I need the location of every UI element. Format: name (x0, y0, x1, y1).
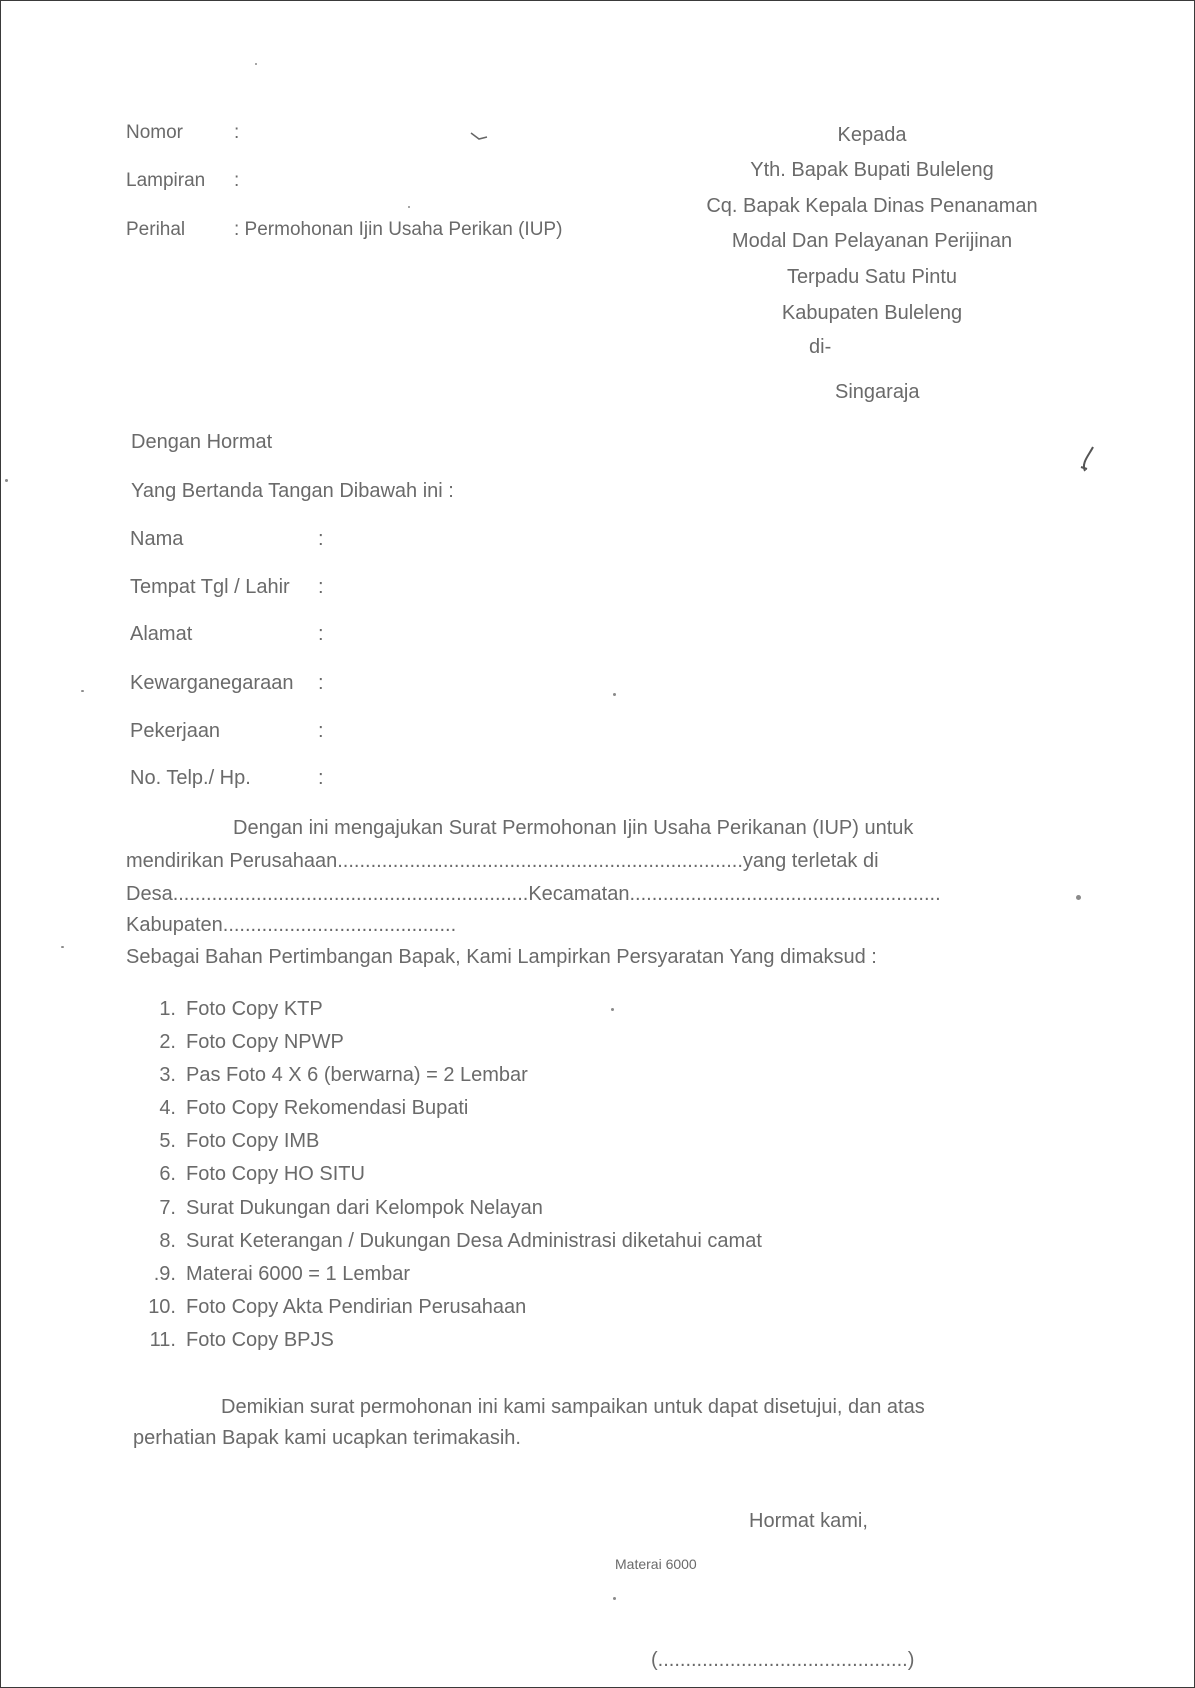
field-label-pekerjaan: Pekerjaan (130, 720, 221, 742)
perihal-value: : Permohonan Ijin Usaha Perikan (IUP) (234, 219, 563, 240)
intro-text: Yang Bertanda Tangan Dibawah ini : (131, 480, 454, 502)
field-label-tempat-tgl-lahir: Tempat Tgl / Lahir (130, 576, 290, 598)
body-line: mendirikan Perusahaan.........................................................................yang terletak di (126, 850, 879, 872)
lampiran-colon: : (234, 170, 240, 191)
body-line: Desa................................................................Kecamatan........................................................ (126, 883, 941, 905)
list-item (141, 1296, 526, 1319)
nomor-colon: : (234, 122, 240, 143)
ink-mark (1071, 443, 1099, 473)
scan-speck (611, 1008, 614, 1011)
list-item (141, 1031, 344, 1054)
list-number: 3. (159, 1064, 176, 1086)
list-item (141, 1097, 468, 1120)
field-colon: : (318, 720, 324, 742)
scan-speck (408, 206, 410, 208)
list-number: 6. (159, 1163, 176, 1185)
list-number: 5. (159, 1130, 176, 1152)
scan-speck (1076, 895, 1081, 900)
list-number: 8. (159, 1230, 176, 1252)
list-text: Foto Copy BPJS (186, 1329, 334, 1351)
list-number: 4. (159, 1097, 176, 1119)
list-text: Foto Copy Akta Pendirian Perusahaan (186, 1296, 527, 1318)
list-item (141, 1197, 543, 1220)
list-number: 11. (149, 1329, 176, 1351)
scan-speck (81, 690, 84, 692)
list-item (141, 1329, 334, 1352)
list-text: Foto Copy Rekomendasi Bupati (186, 1097, 469, 1119)
scan-speck (5, 479, 8, 482)
salutation: Dengan Hormat (131, 431, 273, 453)
field-colon: : (318, 623, 324, 645)
list-item (141, 1263, 410, 1286)
recipient-line: Terpadu Satu Pintu (786, 266, 958, 288)
list-item (141, 1130, 319, 1153)
perihal-label: Perihal (126, 219, 186, 240)
body-line: Kabupaten.......................................... (126, 914, 457, 936)
ink-mark (469, 129, 489, 143)
list-text: Pas Foto 4 X 6 (berwarna) = 2 Lembar (186, 1064, 528, 1086)
field-colon: : (318, 576, 324, 598)
closing-line: perhatian Bapak kami ucapkan terimakasih. (133, 1427, 521, 1449)
list-number: 1. (159, 998, 176, 1020)
recipient-line: Kepada (837, 124, 907, 146)
list-text: Foto Copy NPWP (186, 1031, 344, 1053)
lampiran-label: Lampiran (126, 170, 206, 191)
field-label-kewarganegaraan: Kewarganegaraan (130, 672, 294, 694)
recipient-line: Cq. Bapak Kepala Dinas Penanaman (706, 195, 1038, 217)
field-colon: : (318, 672, 324, 694)
field-label-nama: Nama (130, 528, 184, 550)
signature-name-placeholder: (.............................................) (651, 1649, 915, 1671)
field-label-alamat: Alamat (130, 623, 193, 645)
list-number: 10. (148, 1296, 176, 1318)
recipient-line: Kabupaten Buleleng (781, 302, 963, 324)
list-text: Foto Copy KTP (186, 998, 323, 1020)
stamp-label: Materai 6000 (615, 1556, 697, 1572)
field-colon: : (318, 528, 324, 550)
list-number: 7. (159, 1197, 176, 1219)
list-item (141, 1064, 528, 1087)
list-item (141, 1163, 365, 1186)
list-item (141, 1230, 762, 1253)
list-text: Surat Keterangan / Dukungan Desa Administrasi diketahui camat (186, 1230, 762, 1252)
list-number: .9. (153, 1263, 176, 1285)
list-text: Materai 6000 = 1 Lembar (186, 1263, 411, 1285)
field-colon: : (318, 767, 324, 789)
list-text: Foto Copy HO SITU (186, 1163, 365, 1185)
recipient-line: Modal Dan Pelayanan Perijinan (731, 230, 1013, 252)
list-item (141, 998, 323, 1021)
scan-speck (613, 693, 616, 696)
recipient-line: di- (809, 336, 832, 358)
list-number: 2. (159, 1031, 176, 1053)
recipient-city: Singaraja (835, 381, 920, 403)
signature-greeting: Hormat kami, (749, 1510, 868, 1532)
scan-speck (61, 946, 64, 948)
closing-line: Demikian surat permohonan ini kami sampaikan untuk dapat disetujui, dan atas (221, 1396, 925, 1418)
list-text: Foto Copy IMB (186, 1130, 320, 1152)
scan-speck (255, 63, 257, 65)
body-line: Dengan ini mengajukan Surat Permohonan Ijin Usaha Perikanan (IUP) untuk (233, 817, 914, 839)
recipient-line: Yth. Bapak Bupati Buleleng (750, 159, 994, 181)
list-text: Surat Dukungan dari Kelompok Nelayan (186, 1197, 543, 1219)
body-line: Sebagai Bahan Pertimbangan Bapak, Kami Lampirkan Persyaratan Yang dimaksud : (126, 946, 877, 968)
scan-speck (613, 1597, 616, 1600)
field-label-telp: No. Telp./ Hp. (130, 767, 251, 789)
nomor-label: Nomor (126, 122, 184, 143)
